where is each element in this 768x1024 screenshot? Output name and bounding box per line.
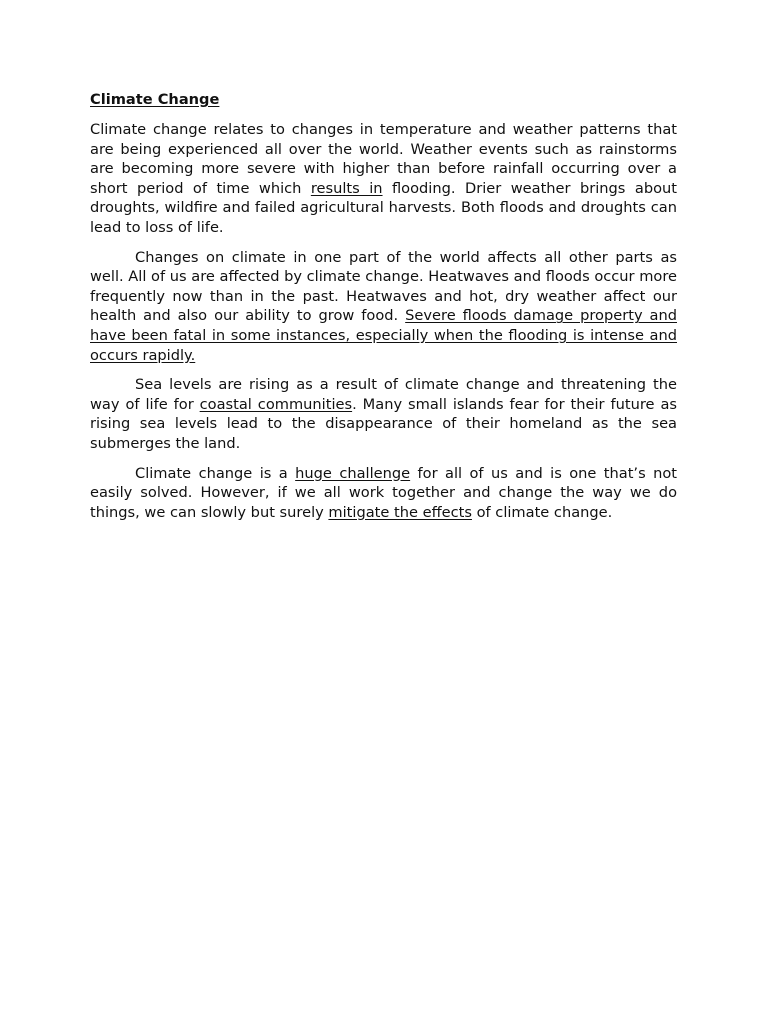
underlined-phrase-severe-floods: Severe floods damage property and have been fatal in some instances, especially when the flooding is intense and occurs rapidly. xyxy=(90,307,677,364)
paragraph-4-text-3: of climate change. xyxy=(471,503,613,521)
paragraph-3-text-1: Sea levels are rising as a result of climate change and threatening the way of life for xyxy=(90,376,677,413)
paragraph-1-text-1: Climate change relates to changes in temperature and weather patterns that are being experienced all over the world. Weather events such as rainstorms are becoming more severe with higher than before rainfall occurring over a short period of time which xyxy=(90,121,677,197)
underlined-phrase-results-in: results in xyxy=(310,179,383,197)
paragraph-1 xyxy=(90,120,677,238)
underlined-phrase-mitigate-the-effects: mitigate the effects xyxy=(328,503,472,521)
paragraph-2-text-1: Changes on climate in one part of the world affects all other parts as well. All of us are affected by climate change. Heatwaves and floods occur more frequently now than in the past. Heatwaves and hot, dry weather affect our health and also our ability to grow food. xyxy=(90,248,677,325)
paragraph-4-text-2: for all of us and is one that’s not easily solved. However, if we all work together and change the way we do things, we can slowly but surely xyxy=(90,464,677,521)
underlined-phrase-huge-challenge: huge challenge xyxy=(295,464,411,482)
paragraph-1-text-2: flooding. Drier weather brings about droughts, wildfire and failed agricultural harvests. Both floods and droughts can lead to loss of life. xyxy=(90,179,677,236)
paragraph-4 xyxy=(90,464,677,523)
document-page xyxy=(90,90,677,532)
underlined-phrase-coastal-communities: coastal communities xyxy=(199,395,353,413)
document-title: Climate Change xyxy=(90,91,220,108)
paragraph-3-text-2: . Many small islands fear for their future as rising sea levels lead to the disappearance of their homeland as the sea submerges the land. xyxy=(90,395,677,452)
paragraph-3 xyxy=(90,375,677,453)
paragraph-4-text-1: Climate change is a xyxy=(135,464,296,482)
paragraph-2 xyxy=(90,248,677,366)
